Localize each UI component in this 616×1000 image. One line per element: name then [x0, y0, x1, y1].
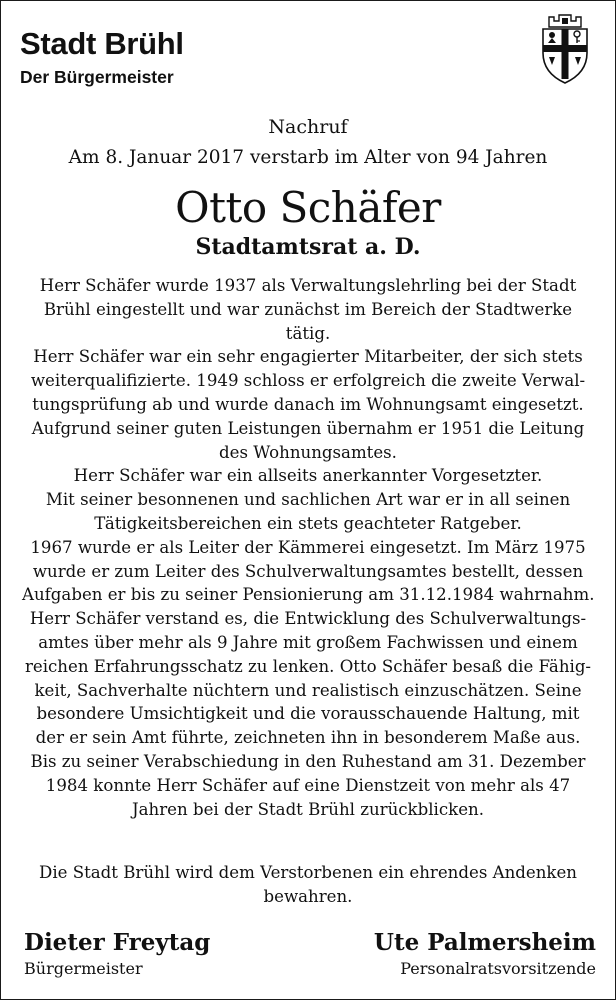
signatory-role-right: Personalratsvorsitzende	[400, 959, 596, 978]
body-line: Herr Schäfer war ein allseits anerkannter Vorgesetzter.	[73, 466, 543, 486]
body-line: Jahren bei der Stadt Brühl zurückblicken.	[132, 799, 484, 819]
deceased-name: Otto Schäfer	[175, 183, 441, 232]
body-line: besondere Umsichtigkeit und die vorausschauende Haltung, mit	[36, 704, 580, 724]
body-line: Tätigkeitsbereichen ein stets geachteter Ratgeber.	[94, 513, 522, 533]
signatory-role-left: Bürgermeister	[24, 959, 143, 978]
notice-label: Nachruf	[268, 116, 348, 138]
org-name: Stadt Brühl	[20, 26, 184, 61]
body-line: 1984 konnte Herr Schäfer auf eine Dienstzeit von mehr als 47	[45, 775, 571, 795]
death-announcement: Am 8. Januar 2017 verstarb im Alter von 94 Jahren	[68, 147, 548, 168]
closing-line: bewahren.	[263, 886, 353, 906]
body-line: weiterqualifizierte. 1949 schloss er erfolgreich die zweite Verwal-	[30, 371, 586, 391]
closing-statement	[22, 861, 594, 909]
body-line: reichen Erfahrungsschatz zu lenken. Otto Schäfer besaß die Fähig-	[24, 656, 592, 676]
body-line: Aufgaben er bis zu seiner Pensionierung am 31.12.1984 wahrnahm.	[22, 585, 595, 605]
signatory-name-left: Dieter Freytag	[24, 929, 211, 956]
body-line: amtes über mehr als 9 Jahre mit großem Fachwissen und einem	[38, 632, 578, 652]
body-line: des Wohnungsamtes.	[219, 442, 397, 462]
signatory-name-right: Ute Palmersheim	[373, 929, 596, 956]
body-line: keit, Sachverhalte nüchtern und realistisch einzuschätzen. Seine	[34, 680, 582, 700]
body-line: Aufgrund seiner guten Leistungen übernahm er 1951 die Leitung	[31, 418, 585, 438]
body-line: Herr Schäfer verstand es, die Entwicklung des Schulverwaltungs-	[29, 609, 587, 629]
deceased-title: Stadtamtsrat a. D.	[195, 234, 421, 260]
body-line: Mit seiner besonnenen und sachlichen Art war er in all seinen	[45, 490, 571, 510]
body-line: 1967 wurde er als Leiter der Kämmerei eingesetzt. Im März 1975	[30, 537, 586, 557]
body-line: Herr Schäfer war ein sehr engagierter Mitarbeiter, der sich stets	[33, 347, 583, 367]
body-line: tätig.	[285, 323, 331, 343]
body-line: wurde er zum Leiter des Schulverwaltungsamtes bestellt, dessen	[32, 561, 584, 581]
body-line: der er sein Amt führte, zeichneten ihn in besonderem Maße aus.	[35, 728, 581, 748]
coat-of-arms-icon	[539, 13, 591, 85]
closing-line: Die Stadt Brühl wird dem Verstorbenen ein ehrendes Andenken	[39, 863, 577, 882]
obituary-body	[22, 274, 594, 821]
body-line: Brühl eingestellt und war zunächst im Bereich der Stadtwerke	[43, 299, 573, 319]
org-subtitle: Der Bürgermeister	[20, 67, 174, 87]
body-line: Herr Schäfer wurde 1937 als Verwaltungslehrling bei der Stadt	[39, 276, 577, 295]
body-line: Bis zu seiner Verabschiedung in den Ruhestand am 31. Dezember	[30, 751, 586, 771]
body-line: tungsprüfung ab und wurde danach im Wohnungsamt eingesetzt.	[32, 394, 584, 414]
